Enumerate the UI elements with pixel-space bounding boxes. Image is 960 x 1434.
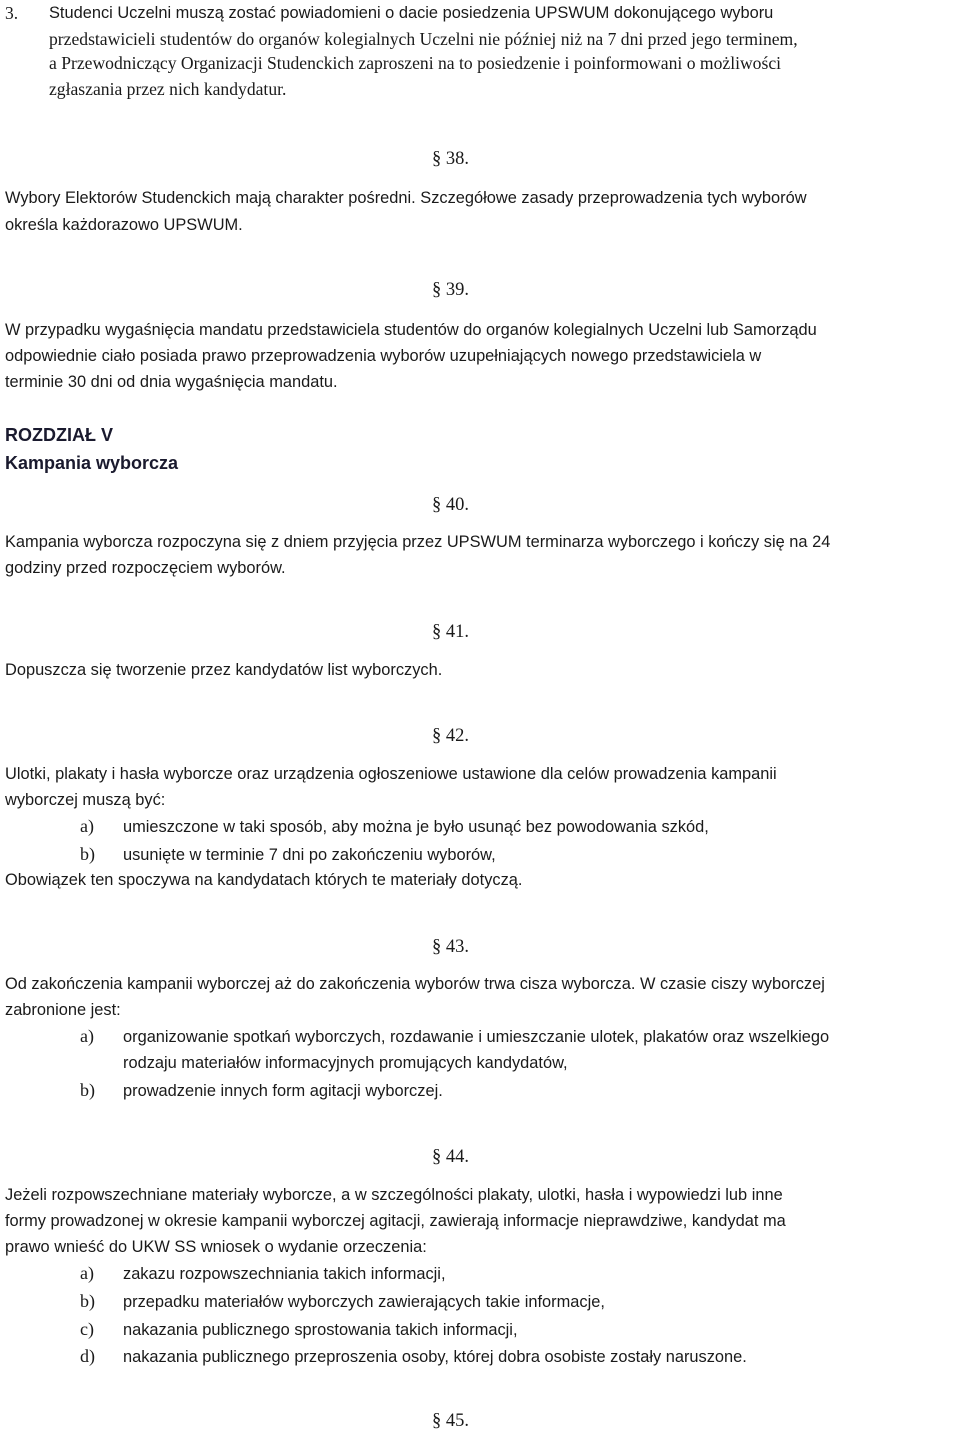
- item-number: 3.: [5, 3, 19, 23]
- paragraph-line: godziny przed rozpoczęciem wyborów.: [5, 559, 286, 577]
- paragraph-line: prawo wnieść do UKW SS wniosek o wydanie orzeczenia:: [5, 1238, 427, 1256]
- list-item: usunięte w terminie 7 dni po zakończeniu wyborów,: [123, 846, 496, 864]
- section-number: 40.: [445, 495, 469, 515]
- paragraph-line: Jeżeli rozpowszechniane materiały wyborcze, a w szczególności plakaty, ulotki, hasła i wypowiedzi lub inne: [5, 1186, 783, 1204]
- section-number: 43.: [445, 937, 469, 957]
- section-heading-44: § 44.: [432, 1147, 469, 1167]
- paragraph-line: Ulotki, plakaty i hasła wyborcze oraz urządzenia ogłoszeniowe ustawione dla celów prowadzenia kampanii: [5, 765, 777, 783]
- chapter-subtitle: Kampania wyborcza: [5, 453, 179, 473]
- paragraph-line: Kampania wyborcza rozpoczyna się z dniem przyjęcia przez UPSWUM terminarza wyborczego i kończy się na 24: [5, 533, 831, 551]
- list-label: b): [80, 1291, 95, 1311]
- list-item: nakazania publicznego sprostowania takich informacji,: [123, 1321, 518, 1339]
- list-item: prowadzenie innych form agitacji wyborczej.: [123, 1082, 443, 1100]
- paragraph-line: Dopuszcza się tworzenie przez kandydatów list wyborczych.: [5, 661, 443, 679]
- chapter-title: ROZDZIAŁ V: [5, 425, 113, 445]
- list-label: b): [80, 844, 95, 864]
- list-label: b): [80, 1080, 95, 1100]
- list-label: d): [80, 1346, 95, 1366]
- paragraph-line: wyborczej muszą być:: [5, 791, 166, 809]
- paragraph-line: Od zakończenia kampanii wyborczej aż do zakończenia wyborów trwa cisza wyborcza. W czasie ciszy wyborczej: [5, 975, 825, 993]
- list-label: c): [80, 1319, 94, 1339]
- section-heading-45: § 45.: [432, 1411, 469, 1431]
- section-number: 39.: [445, 280, 469, 300]
- paragraph-line: zgłaszania przez nich kandydatur.: [49, 79, 287, 99]
- paragraph-line: formy prowadzonej w okresie kampanii wyborczej agitacji, zawierają informacje nieprawdziwe, kandydat ma: [5, 1212, 786, 1230]
- section-number: 42.: [445, 726, 469, 746]
- section-heading-41: § 41.: [432, 622, 469, 642]
- paragraph-line: Obowiązek ten spoczywa na kandydatach których te materiały dotyczą.: [5, 871, 523, 889]
- paragraph-line: odpowiednie ciało posiada prawo przeprowadzenia wyborów uzupełniających nowego przedstawiciela w: [5, 347, 762, 365]
- section-heading-39: § 39.: [432, 280, 469, 300]
- paragraph-line: przedstawicieli studentów do organów kolegialnych Uczelni nie później niż na 7 dni przed jego terminem,: [49, 29, 798, 49]
- list-label: a): [80, 1263, 94, 1283]
- section-number: 45.: [445, 1411, 469, 1431]
- paragraph-line: Wybory Elektorów Studenckich mają charakter pośredni. Szczegółowe zasady przeprowadzenia tych wyborów: [5, 189, 807, 207]
- section-number: 44.: [445, 1147, 469, 1167]
- list-label: a): [80, 1026, 94, 1046]
- list-item: zakazu rozpowszechniania takich informacji,: [123, 1265, 446, 1283]
- list-item: przepadku materiałów wyborczych zawierających takie informacje,: [123, 1293, 605, 1311]
- section-number: 41.: [445, 622, 469, 642]
- list-label: a): [80, 816, 94, 836]
- list-item: umieszczone w taki sposób, aby można je było usunąć bez powodowania szkód,: [123, 818, 709, 836]
- paragraph-line: terminie 30 dni od dnia wygaśnięcia mandatu.: [5, 373, 338, 391]
- list-item: organizowanie spotkań wyborczych, rozdawanie i umieszczanie ulotek, plakatów oraz wszelkiego: [123, 1028, 830, 1046]
- section-heading-42: § 42.: [432, 726, 469, 746]
- paragraph-line: a Przewodniczący Organizacji Studenckich zaproszeni na to posiedzenie i poinformowani o możliwości: [49, 53, 782, 73]
- section-number: 38.: [445, 149, 469, 169]
- list-item-continued: rodzaju materiałów informacyjnych promujących kandydatów,: [123, 1054, 568, 1072]
- paragraph-line: W przypadku wygaśnięcia mandatu przedstawiciela studentów do organów kolegialnych Uczelni lub Samorządu: [5, 321, 817, 339]
- paragraph-line: Studenci Uczelni muszą zostać powiadomieni o dacie posiedzenia UPSWUM dokonującego wyboru: [49, 4, 774, 22]
- section-heading-38: § 38.: [432, 149, 469, 169]
- list-item: nakazania publicznego przeproszenia osoby, której dobra osobiste zostały naruszone.: [123, 1348, 747, 1366]
- section-heading-40: § 40.: [432, 495, 469, 515]
- paragraph-line: zabronione jest:: [5, 1001, 121, 1019]
- paragraph-line: określa każdorazowo UPSWUM.: [5, 216, 243, 234]
- section-heading-43: § 43.: [432, 937, 469, 957]
